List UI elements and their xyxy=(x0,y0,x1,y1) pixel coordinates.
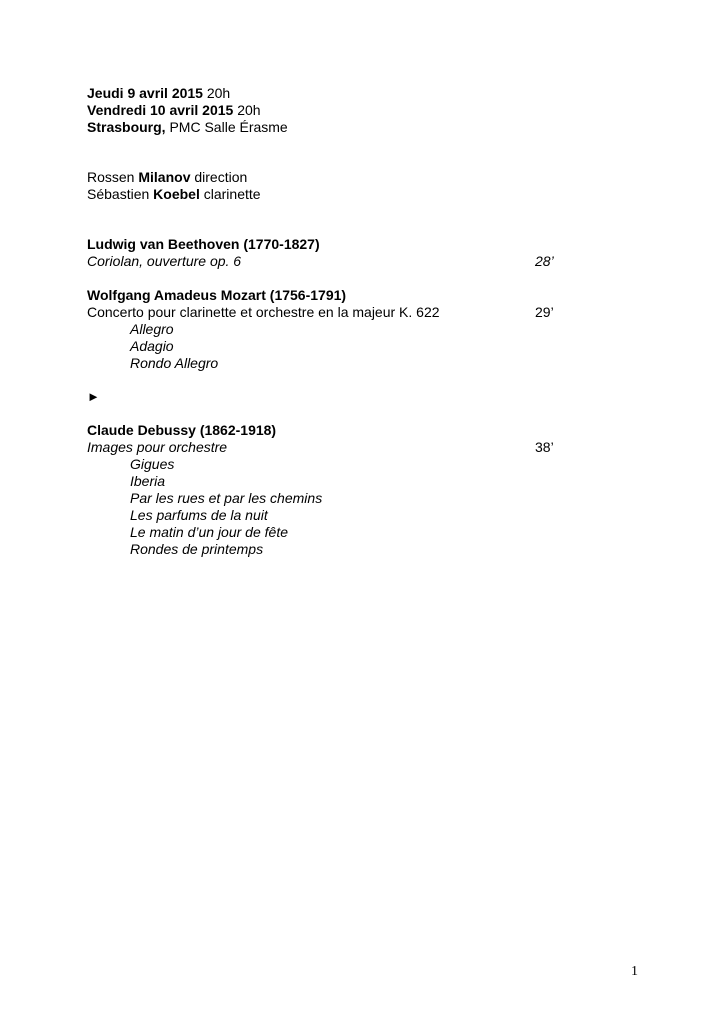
work-line xyxy=(87,439,567,456)
program-item-mozart xyxy=(87,287,567,372)
performer-conductor xyxy=(87,169,567,186)
venue-line xyxy=(87,119,567,136)
performer-last-name: Milanov xyxy=(138,169,191,185)
page-number: 1 xyxy=(631,964,638,979)
movement: Iberia xyxy=(130,473,166,489)
date-2: Vendredi 10 avril 2015 xyxy=(87,102,234,118)
movement: Le matin d’un jour de fête xyxy=(130,524,288,540)
intermission-marker xyxy=(87,388,567,405)
time-1: 20h xyxy=(202,85,231,101)
program-item-debussy xyxy=(87,422,567,558)
movement: Rondes de printemps xyxy=(130,541,264,557)
work-duration: 29’ xyxy=(535,304,554,320)
work-title: Concerto pour clarinette et orchestre en la majeur K. 622 xyxy=(87,304,440,320)
date-line-1 xyxy=(87,85,567,102)
movement: Allegro xyxy=(130,321,174,337)
performer-last-name: Koebel xyxy=(153,186,200,202)
composer-name: Wolfgang Amadeus Mozart (1756-1791) xyxy=(87,287,347,303)
performer-role: direction xyxy=(190,169,248,185)
movement: Gigues xyxy=(130,456,175,472)
program-item-beethoven xyxy=(87,236,567,270)
work-duration: 28’ xyxy=(535,253,554,269)
movement: Rondo Allegro xyxy=(130,355,219,371)
composer-heading xyxy=(87,422,567,439)
composer-name: Claude Debussy (1862-1918) xyxy=(87,422,277,438)
work-title: Images pour orchestre xyxy=(87,439,228,455)
date-line-2 xyxy=(87,102,567,119)
work-duration: 38’ xyxy=(535,439,554,455)
performer-first-name: Rossen xyxy=(87,169,139,185)
composer-heading xyxy=(87,287,567,304)
movement: Les parfums de la nuit xyxy=(130,507,268,523)
composer-heading xyxy=(87,236,567,253)
performer-soloist xyxy=(87,186,567,203)
composer-name: Ludwig van Beethoven (1770-1827) xyxy=(87,236,320,252)
performers xyxy=(87,169,567,203)
work-title: Coriolan, ouverture op. 6 xyxy=(87,253,242,269)
performer-first-name: Sébastien xyxy=(87,186,154,202)
movement: Adagio xyxy=(130,338,174,354)
work-line xyxy=(87,253,567,270)
performer-role: clarinette xyxy=(199,186,261,202)
concert-header xyxy=(87,85,567,136)
work-line xyxy=(87,304,567,321)
movement: Par les rues et par les chemins xyxy=(130,490,323,506)
intermission-arrow-icon: ► xyxy=(87,389,100,404)
venue-hall: PMC Salle Érasme xyxy=(165,119,288,135)
date-1: Jeudi 9 avril 2015 xyxy=(87,85,203,101)
venue-city: Strasbourg, xyxy=(87,119,166,135)
time-2: 20h xyxy=(233,102,261,118)
